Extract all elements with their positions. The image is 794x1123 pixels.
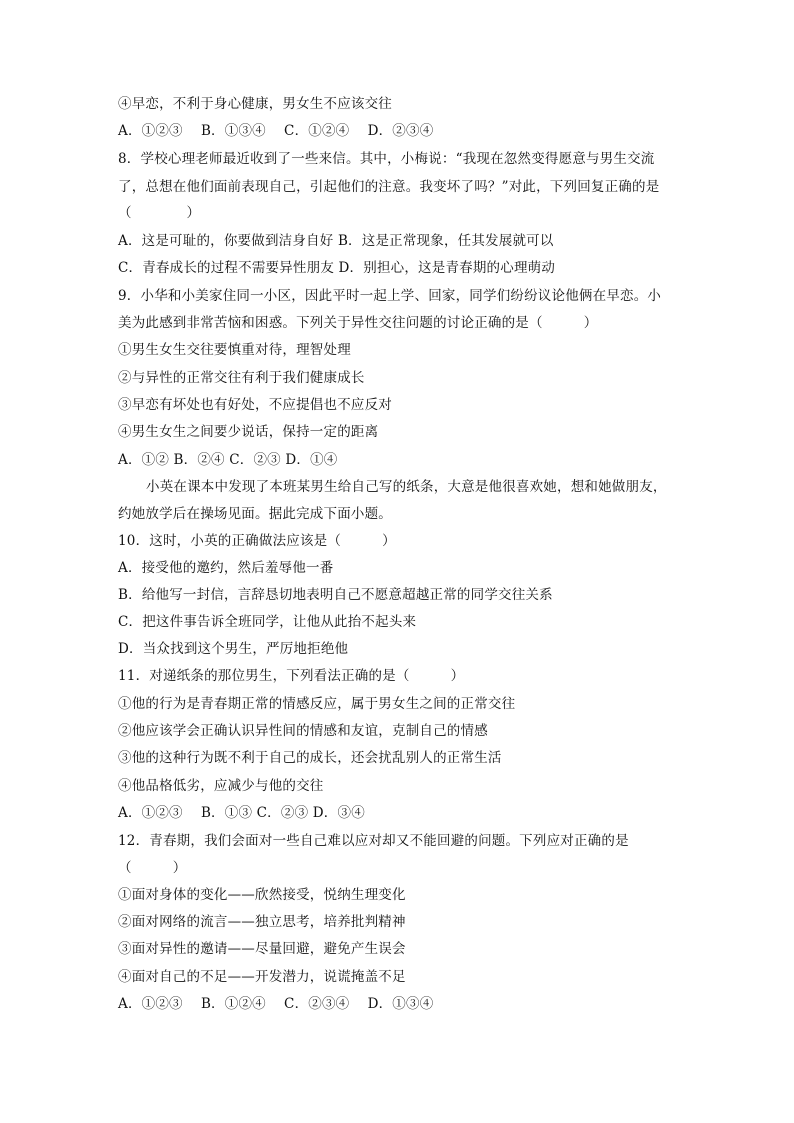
q11-answer-choices: A．①②③ B．①③ C．②③ D．③④: [118, 805, 365, 821]
q12-answer-blank: （ ）: [118, 860, 187, 876]
q10-choice-d: D．当众找到这个男生，严厉地拒绝他: [118, 641, 349, 657]
q12-option-2: ②面对网络的流言——独立思考，培养批判精神: [118, 914, 406, 930]
q9-stem-line-2: 美为此感到非常苦恼和困惑。下列关于异性交往问题的讨论正确的是（ ）: [118, 315, 598, 331]
q8-choices-cd: C．青春成长的过程不需要异性朋友 D．别担心，这是青春期的心理萌动: [118, 260, 556, 276]
q12-stem: 12．青春期，我们会面对一些自己难以应对却又不能回避的问题。下列应对正确的是: [118, 833, 629, 849]
q9-answer-choices: A．①② B．②④ C．②③ D．①④: [118, 452, 338, 468]
q9-option-3: ③早恋有坏处也有好处，不应提倡也不应反对: [118, 397, 392, 413]
q8-stem-line-2: 了，总想在他们面前表现自己，引起他们的注意。我变坏了吗？”对此，下列回复正确的是: [118, 179, 660, 195]
q12-option-4: ④面对自己的不足——开发潜力，说谎掩盖不足: [118, 969, 406, 985]
q10-choice-a: A．接受他的邀约，然后羞辱他一番: [118, 560, 334, 576]
passage-line-2: 约她放学后在操场见面。据此完成下面小题。: [118, 506, 392, 522]
q11-option-3: ③他的这种行为既不利于自己的成长，还会扰乱别人的正常生活: [118, 750, 502, 766]
q9-stem-line-1: 9．小华和小美家住同一小区，因此平时一起上学、回家，同学们纷纷议论他俩在早恋。小: [118, 288, 662, 304]
q11-option-4: ④他品格低劣，应减少与他的交往: [118, 778, 324, 794]
q9-option-1: ①男生女生交往要慎重对待，理智处理: [118, 342, 351, 358]
q11-option-2: ②他应该学会正确认识异性间的情感和友谊，克制自己的情感: [118, 723, 488, 739]
q10-choice-c: C．把这件事告诉全班同学，让他从此抬不起头来: [118, 614, 417, 630]
q7-answer-choices: A．①②③ B．①③④ C．①②④ D．②③④: [118, 123, 434, 139]
passage-line-1: 小英在课本中发现了本班某男生给自己写的纸条，大意是他很喜欢她，想和她做朋友，: [146, 479, 667, 495]
q11-stem: 11．对递纸条的那位男生，下列看法正确的是（ ）: [118, 668, 465, 684]
q12-option-3: ③面对异性的邀请——尽量回避，避免产生误会: [118, 941, 406, 957]
q9-option-4: ④男生女生之间要少说话，保持一定的距离: [118, 424, 379, 440]
q12-option-1: ①面对身体的变化——欣然接受，悦纳生理变化: [118, 887, 406, 903]
q12-answer-choices: A．①②③ B．①②④ C．②③④ D．①③④: [118, 996, 434, 1012]
q10-stem: 10．这时，小英的正确做法应该是（ ）: [118, 533, 396, 549]
q7-option-4: ④早恋，不利于身心健康，男女生不应该交往: [118, 96, 392, 112]
q11-option-1: ①他的行为是青春期正常的情感反应，属于男女生之间的正常交往: [118, 696, 516, 712]
q9-option-2: ②与异性的正常交往有利于我们健康成长: [118, 370, 365, 386]
q8-choices-ab: A．这是可耻的，你要做到洁身自好 B．这是正常现象，任其发展就可以: [118, 233, 554, 249]
q10-choice-b: B．给他写一封信，言辞恳切地表明自己不愿意超越正常的同学交往关系: [118, 587, 553, 603]
q8-stem-line-1: 8．学校心理老师最近收到了一些来信。其中，小梅说：“我现在忽然变得愿意与男生交流: [118, 151, 655, 167]
q8-answer-blank: （ ）: [118, 205, 201, 221]
